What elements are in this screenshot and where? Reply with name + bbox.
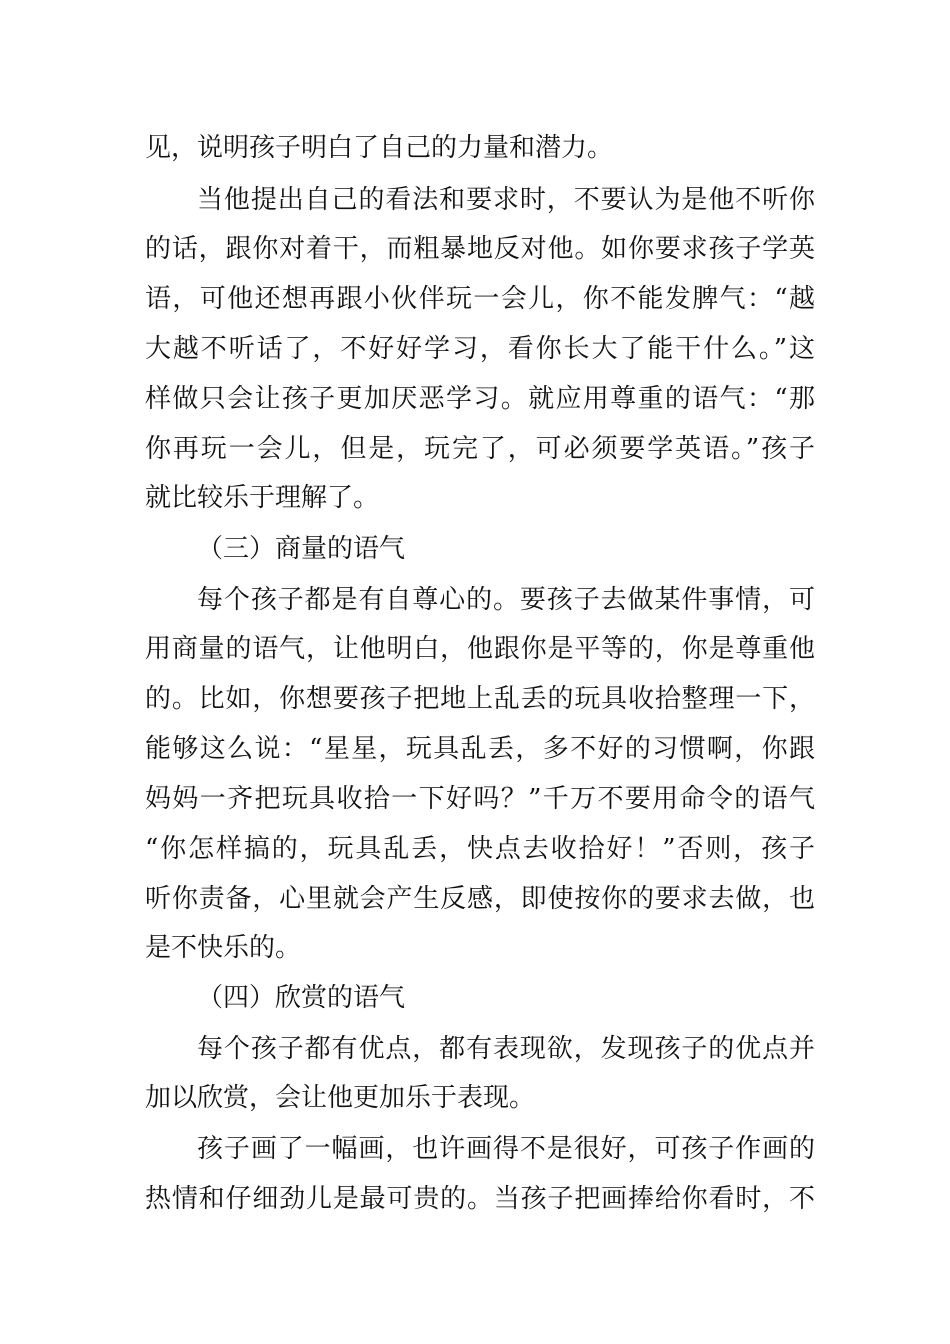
text-line: 热情和仔细劲儿是最可贵的。当孩子把画捧给你看时，不 xyxy=(145,1184,815,1214)
text-line: 语，可他还想再跟小伙伴玩一会儿，你不能发脾气：“越 xyxy=(145,284,815,314)
paragraph-first-line: 孩子画了一幅画，也许画得不是很好，可孩子作画的 xyxy=(197,1134,815,1164)
text-line: 就比较乐于理解了。 xyxy=(145,483,380,513)
text-line: 加以欣赏，会让他更加乐于表现。 xyxy=(145,1083,536,1113)
paragraph-first-line: 每个孩子都是有自尊心的。要孩子去做某件事情，可 xyxy=(197,585,815,615)
text-line: 能够这么说：“星星，玩具乱丢，多不好的习惯啊，你跟 xyxy=(145,734,815,764)
paragraph-first-line: 当他提出自己的看法和要求时，不要认为是他不听你 xyxy=(197,185,815,215)
section-heading: （三）商量的语气 xyxy=(197,534,406,564)
text-line: 的话，跟你对着干，而粗暴地反对他。如你要求孩子学英 xyxy=(145,234,815,264)
paragraph-first-line: 每个孩子都有优点，都有表现欲，发现孩子的优点并 xyxy=(197,1034,815,1064)
text-line: 妈妈一齐把玩具收拾一下好吗？”千万不要用命令的语气 xyxy=(145,784,815,814)
text-line: 样做只会让孩子更加厌恶学习。就应用尊重的语气：“那 xyxy=(145,384,815,414)
text-line: “你怎样搞的，玩具乱丢，快点去收拾好！”否则，孩子 xyxy=(145,834,815,864)
text-line: 的。比如，你想要孩子把地上乱丢的玩具收拾整理一下， xyxy=(145,684,815,714)
text-line: 用商量的语气，让他明白，他跟你是平等的，你是尊重他 xyxy=(145,634,815,664)
text-line: 见，说明孩子明白了自己的力量和潜力。 xyxy=(145,133,614,163)
text-line: 听你责备，心里就会产生反感，即使按你的要求去做，也 xyxy=(145,884,815,914)
text-line: 你再玩一会儿，但是，玩完了，可必须要学英语。”孩子 xyxy=(145,434,815,464)
text-line: 是不快乐的。 xyxy=(145,933,302,963)
text-line: 大越不听话了，不好好学习，看你长大了能干什么。”这 xyxy=(145,334,815,364)
section-heading: （四）欣赏的语气 xyxy=(197,983,406,1013)
